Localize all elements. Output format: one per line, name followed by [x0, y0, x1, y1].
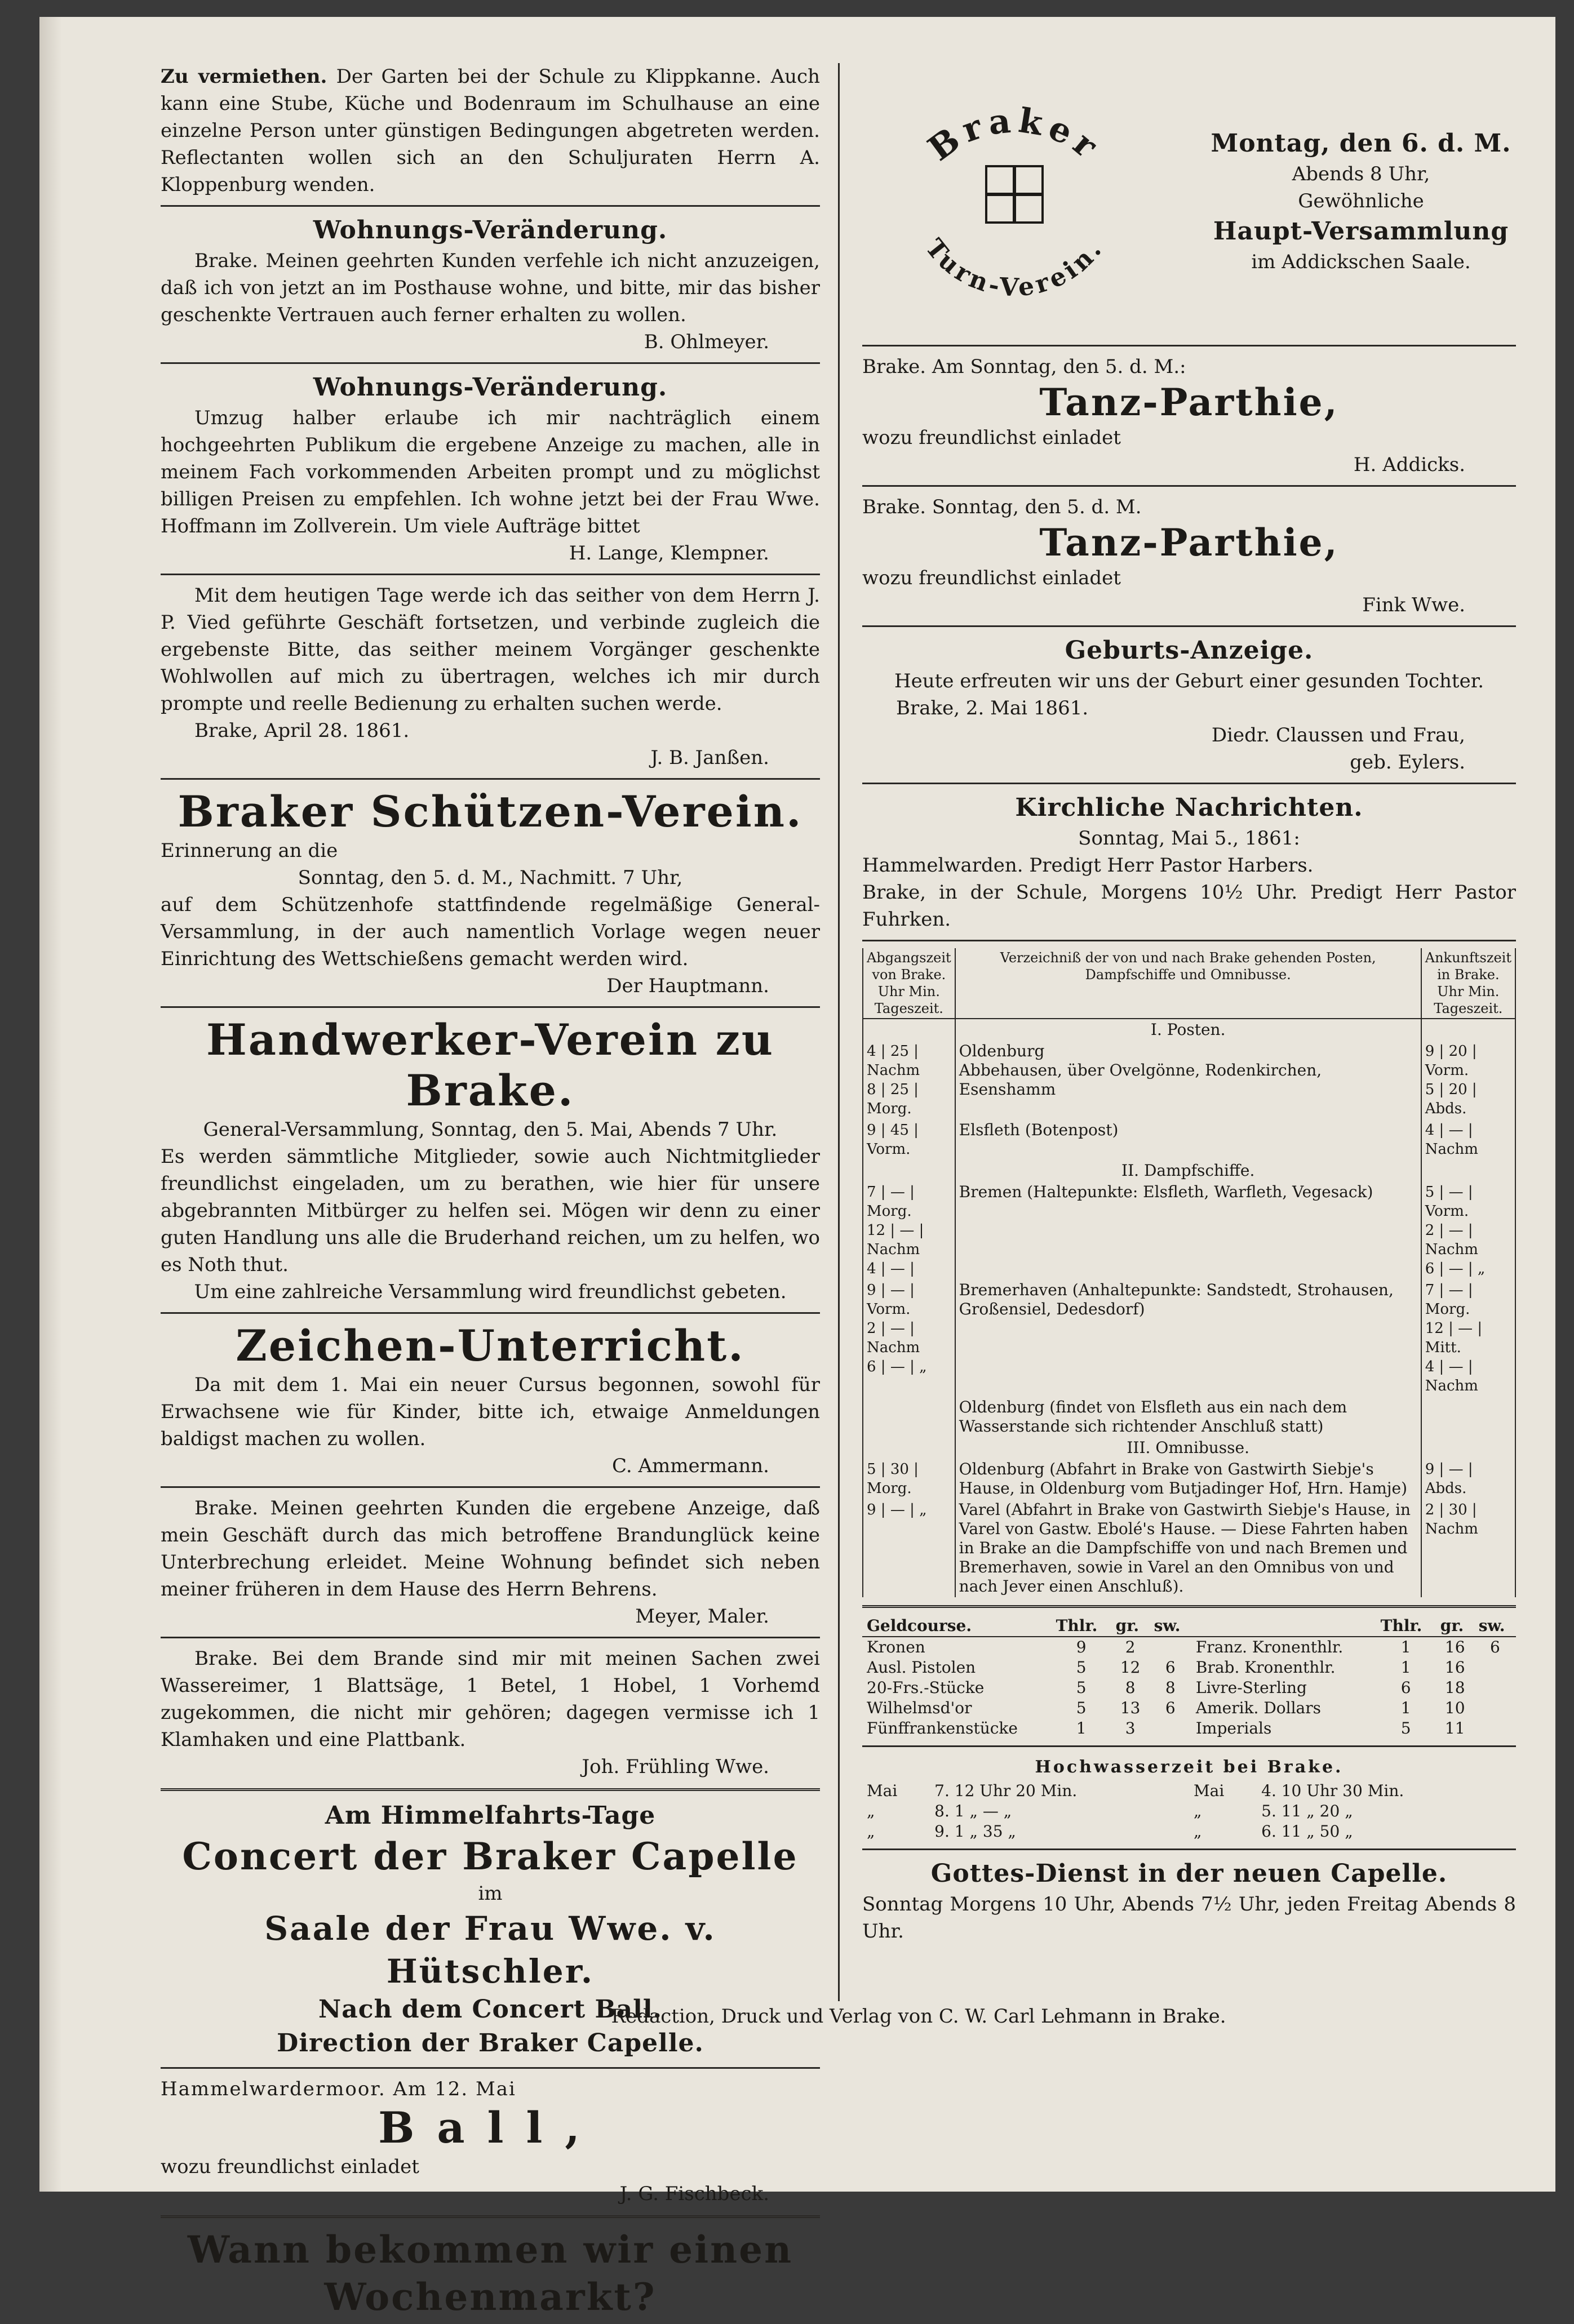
- ad-signature: Joh. Frühling Wwe.: [582, 1756, 769, 1778]
- geldcourse-header: [862, 1616, 1516, 1637]
- ad-title: Wohnungs-Veränderung.: [313, 373, 668, 402]
- notice-title: Montag, den 6. d. M.: [1211, 129, 1511, 158]
- schedule-cell-dep: [863, 1019, 955, 1041]
- geldcourse-cell: 18: [1444, 1678, 1465, 1697]
- notice-line: im Addickschen Saale.: [1251, 251, 1471, 273]
- divider: [161, 2067, 820, 2069]
- geldcourse-cell: 12: [1120, 1658, 1141, 1677]
- ad-line: Direction der Braker Capelle.: [277, 2029, 704, 2058]
- divider: [161, 205, 820, 207]
- page-edge-shadow: [39, 17, 62, 2192]
- geldcourse-header-cell: sw.: [1150, 1616, 1191, 1637]
- schedule-row: [863, 1019, 1515, 1041]
- schedule-row: [863, 1459, 1515, 1499]
- ad-text: Umzug halber erlaube ich mir nachträglich einem hochgeehrten Publikum die ergebene Anzeige zu machen, alle in meinem Fach vorkommenden Arbeiten prompt und zu möglichst billigen Preisen zu empfehlen. Ich wohne jetzt bei der Frau Wwe. Hoffmann im Zollverein. Um viele Aufträge bittet: [161, 407, 820, 537]
- geldcourse-header-cell: gr.: [1111, 1616, 1150, 1637]
- schedule-cell-dep: [863, 1397, 955, 1437]
- ad-title: Zu vermiethen.: [161, 65, 327, 88]
- geldcourse-header-cell: Thlr.: [1376, 1616, 1436, 1637]
- schedule-cell-mid: Bremerhaven (Anhaltepunkte: Sandstedt, Strohausen, Großensiel, Dedesdorf): [955, 1279, 1421, 1397]
- ad-signature: H. Lange, Klempner.: [569, 542, 769, 565]
- geldcourse-cell: 1: [1400, 1699, 1411, 1717]
- ad-line: Brake. Am Sonntag, den 5. d. M.:: [862, 356, 1186, 378]
- ad-signature: Fink Wwe.: [1362, 594, 1465, 616]
- geldcourse-cell: 5: [1076, 1699, 1087, 1717]
- hochwasser-cell: „: [867, 1802, 875, 1820]
- schedule-header-route: Verzeichniß der von und nach Brake gehenden Posten, Dampfschiffe und Omnibusse.: [955, 948, 1421, 1019]
- schedule-cell-arr: [1421, 1019, 1515, 1041]
- schedule-cell-arr: 7 | — | Morg. 12 | — | Mitt. 4 | — | Nachm: [1421, 1279, 1515, 1397]
- geldcourse-cell: [1474, 1718, 1516, 1739]
- ad-text: Sonntag Morgens 10 Uhr, Abends 7½ Uhr, jeden Freitag Abends 8 Uhr.: [862, 1893, 1516, 1943]
- ad-signature: Diedr. Claussen und Frau,: [1211, 724, 1465, 746]
- hochwasser-cell: 5. 11 „ 20 „: [1261, 1802, 1353, 1820]
- ad-line: Heute erfreuten wir uns der Geburt einer gesunden Tochter.: [894, 670, 1484, 692]
- emblem-arc-bottom: Turn-Verein.: [919, 233, 1110, 303]
- divider: [161, 2215, 820, 2218]
- ad-text: Brake. Bei dem Brande sind mir mit meinen Sachen zwei Wassereimer, 1 Blattsäge, 1 Betel, 1 Hobel, 1 Vorhemd zugekommen, die nicht mir gehören; dagegen vermisse ich 1 Klamhaken und eine Plattbank.: [161, 1647, 820, 1751]
- ad-signature: Meyer, Maler.: [635, 1605, 769, 1628]
- geldcourse-table: [862, 1616, 1516, 1739]
- geldcourse-row: [862, 1658, 1516, 1678]
- schedule-cell-arr: 4 | — | Nachm: [1421, 1119, 1515, 1160]
- hochwasser-row: [862, 1781, 1516, 1801]
- geldcourse-cell: 3: [1125, 1719, 1136, 1738]
- ad-line: Hammelwarden. Predigt Herr Pastor Harbers.: [862, 854, 1314, 877]
- schedule-cell-dep: 9 | 45 | Vorm.: [863, 1119, 955, 1160]
- ad-ball: [161, 2076, 820, 2207]
- ad-date: Brake, April 28. 1861.: [194, 719, 410, 742]
- geldcourse-header-cell: Geldcourse.: [862, 1616, 1052, 1637]
- schedule-cell-arr: 5 | — | Vorm. 2 | — | Nachm 6 | — | „: [1421, 1181, 1515, 1279]
- geldcourse-cell: 16: [1444, 1658, 1465, 1677]
- hochwasser-title: Hochwasserzeit bei Brake.: [1035, 1757, 1344, 1777]
- ad-klippkanne: [161, 63, 820, 198]
- geldcourse-cell: Brab. Kronenthlr.: [1195, 1658, 1336, 1677]
- geldcourse-row: [862, 1718, 1516, 1739]
- geldcourse-cell: 11: [1444, 1719, 1465, 1738]
- geldcourse-header-cell: gr.: [1436, 1616, 1474, 1637]
- right-column: [862, 338, 1516, 1948]
- geldcourse-cell: 1: [1400, 1658, 1411, 1677]
- schedule-cell-arr: [1421, 1397, 1515, 1437]
- ad-line: Brake. Sonntag, den 5. d. M.: [862, 496, 1142, 518]
- schedule-row: [863, 1181, 1515, 1279]
- turnverein-emblem: [885, 104, 1144, 313]
- notice-line: Haupt-Versammlung: [1213, 217, 1509, 246]
- notice-line: Gewöhnliche: [1298, 190, 1424, 212]
- ad-tanz-fink: [862, 494, 1516, 619]
- schedule-row: [863, 1279, 1515, 1397]
- schedule-cell-dep: 5 | 30 | Morg.: [863, 1459, 955, 1499]
- schedule-cell-dep: 7 | — | Morg. 12 | — | Nachm 4 | — |: [863, 1181, 955, 1279]
- ad-title: Ball,: [378, 2103, 602, 2153]
- ad-line: Brake, in der Schule, Morgens 10½ Uhr. Predigt Herr Pastor Fuhrken.: [862, 881, 1516, 931]
- divider: [161, 1788, 820, 1791]
- ad-line: Um eine zahlreiche Versammlung wird freundlichst gebeten.: [194, 1281, 787, 1303]
- divider: [161, 1006, 820, 1008]
- column-divider: [838, 63, 840, 2001]
- ad-signature: B. Ohlmeyer.: [644, 331, 769, 353]
- hochwasser-block: [862, 1754, 1516, 1842]
- ad-title: Handwerker-Verein zu Brake.: [206, 1015, 775, 1116]
- schedule-cell-mid: II. Dampfschiffe.: [955, 1160, 1421, 1181]
- hochwasser-row: [862, 1821, 1516, 1842]
- schedule-cell-mid: Bremen (Haltepunkte: Elsfleth, Warfleth, Vegesack): [955, 1181, 1421, 1279]
- geldcourse-body: [862, 1637, 1516, 1739]
- ad-geburts-anzeige: [862, 634, 1516, 776]
- divider: [161, 362, 820, 364]
- ad-line: Am Himmelfahrts-Tage: [325, 1801, 656, 1830]
- ad-signature: Der Hauptmann.: [606, 975, 769, 997]
- ad-line: wozu freundlichst einladet: [862, 426, 1121, 449]
- geldcourse-cell: Fünffrankenstücke: [867, 1719, 1018, 1738]
- ad-line: Sonntag, Mai 5., 1861:: [1078, 827, 1300, 850]
- divider: [862, 625, 1516, 627]
- ad-title: Tanz-Parthie,: [1039, 380, 1339, 424]
- geldcourse-cell: 8: [1125, 1678, 1136, 1697]
- ad-wochenmarkt: [161, 2226, 820, 2321]
- schedule-cell-mid: Oldenburg (Abfahrt in Brake von Gastwirth Siebje's Hause, in Oldenburg vom Butjadinger Hof, Hrn. Hamje): [955, 1459, 1421, 1499]
- geldcourse-header-cell: sw.: [1474, 1616, 1516, 1637]
- divider: [862, 1745, 1516, 1747]
- geldcourse-cell: Amerik. Dollars: [1195, 1699, 1321, 1717]
- schedule-cell-dep: [863, 1437, 955, 1459]
- divider: [161, 1637, 820, 1638]
- ad-kirchliche-nachrichten: [862, 791, 1516, 933]
- geldcourse-cell: 13: [1120, 1699, 1141, 1717]
- geldcourse-cell: 6: [1400, 1678, 1411, 1697]
- schedule-cell-mid: Oldenburg Abbehausen, über Ovelgönne, Rodenkirchen, Esenshamm: [955, 1041, 1421, 1119]
- ad-line: Hammelwardermoor. Am 12. Mai: [161, 2078, 516, 2100]
- geldcourse-cell: 5: [1076, 1658, 1087, 1677]
- hochwasser-cell: Mai: [1193, 1781, 1225, 1800]
- schedule-row: [863, 1499, 1515, 1597]
- schedule-cell-mid: Elsfleth (Botenpost): [955, 1119, 1421, 1160]
- geldcourse-cell: 16: [1444, 1638, 1465, 1656]
- schedule-row: [863, 1119, 1515, 1160]
- ad-title: Kirchliche Nachrichten.: [1015, 793, 1363, 822]
- ad-line: Sonntag, den 5. d. M., Nachmitt. 7 Uhr,: [298, 866, 683, 889]
- ad-line: im: [478, 1882, 503, 1905]
- imprint-footer: Redaction, Druck und Verlag von C. W. Carl Lehmann in Brake.: [611, 2005, 1226, 2028]
- geldcourse-cell: 10: [1444, 1699, 1465, 1717]
- ad-text: Der Garten bei der Schule zu Klippkanne. Auch kann eine Stube, Küche und Bodenraum im Schulhause an eine einzelne Person unter günstigen Bedingungen abgetreten werden. Reflectanten wollen sich an den Schuljuraten Herrn A. Kloppenburg wenden.: [161, 65, 820, 196]
- geldcourse-cell: 6: [1489, 1638, 1500, 1656]
- divider: [161, 1312, 820, 1314]
- schedule-body: [863, 1019, 1515, 1597]
- divider: [862, 1605, 1516, 1608]
- ad-janssen: [161, 582, 820, 771]
- divider: [161, 574, 820, 575]
- geldcourse-header-cell: [1191, 1616, 1376, 1637]
- ad-text: Mit dem heutigen Tage werde ich das seither von dem Herrn J. P. Vied geführte Geschäft fortsetzen, und verbinde zugleich die ergebenste Bitte, das seither meinem Vorgänger geschenkte Wohlwollen auf mich zu übertragen, welches ich mir durch prompte und reelle Bedienung zu erhalten suchen werde.: [161, 584, 820, 715]
- ad-signature: geb. Eylers.: [1350, 751, 1465, 774]
- geldcourse-cell: 9: [1076, 1638, 1087, 1656]
- ad-title: Geburts-Anzeige.: [1065, 636, 1314, 665]
- divider: [161, 778, 820, 780]
- geldcourse-cell: 5: [1400, 1719, 1411, 1738]
- ad-fruehling: [161, 1645, 820, 1780]
- ad-line: Brake, 2. Mai 1861.: [896, 697, 1089, 719]
- schedule-cell-arr: 9 | — | Abds.: [1421, 1459, 1515, 1499]
- schedule-cell-arr: [1421, 1437, 1515, 1459]
- ad-gottesdienst: [862, 1857, 1516, 1945]
- hochwasser-cell: Mai: [867, 1781, 898, 1800]
- ad-text: auf dem Schützenhofe stattfindende regelmäßige General-Versammlung, in der auch namentlich Vorlage wegen neuer Einrichtung des Wettschießens gemacht werden wird.: [161, 894, 820, 970]
- divider: [862, 485, 1516, 487]
- geldcourse-row: [862, 1637, 1516, 1658]
- ad-schuetzen-verein: [161, 786, 820, 999]
- ad-signature: J. G. Fischbeck.: [619, 2183, 769, 2205]
- ad-line: wozu freundlichst einladet: [161, 2156, 419, 2178]
- ad-text: Da mit dem 1. Mai ein neuer Cursus begonnen, sowohl für Erwachsene wie für Kinder, bitte ich, etwaige Anmeldungen baldigst machen zu wollen.: [161, 1374, 820, 1450]
- left-column: [161, 63, 820, 2324]
- hochwasser-table: [862, 1781, 1516, 1842]
- ad-signature: J. B. Janßen.: [650, 746, 769, 769]
- ad-line: Nach dem Concert Ball.: [318, 1995, 662, 2024]
- ad-line: Wochenmarkt?: [324, 2275, 657, 2319]
- svg-text:Braker: [921, 104, 1109, 169]
- ad-title: Tanz-Parthie,: [1039, 521, 1339, 565]
- geldcourse-cell: Imperials: [1195, 1719, 1272, 1738]
- ad-title: Concert der Braker Capelle: [182, 1834, 799, 1878]
- ad-ohlmeyer: [161, 214, 820, 356]
- schedule-cell-arr: 9 | 20 | Vorm. 5 | 20 | Abds.: [1421, 1041, 1515, 1119]
- monogram-icon: [986, 166, 1043, 223]
- schedule-row: [863, 1437, 1515, 1459]
- hochwasser-cell: 8. 1 „ — „: [934, 1802, 1012, 1820]
- geldcourse-cell: Wilhelmsd'or: [867, 1699, 972, 1717]
- ad-text: Brake. Meinen geehrten Kunden die ergebene Anzeige, daß mein Geschäft durch das mich betroffene Brandunglück keine Unterbrechung erleidet. Meine Wohnung befindet sich neben meiner früheren in dem Hause des Herrn Behrens.: [161, 1497, 820, 1601]
- schedule-row: [863, 1397, 1515, 1437]
- schedule-cell-mid: I. Posten.: [955, 1019, 1421, 1041]
- ad-zeichen-unterricht: [161, 1321, 820, 1479]
- geldcourse-cell: 6: [1165, 1658, 1176, 1677]
- hochwasser-cell: 6. 11 „ 50 „: [1261, 1822, 1353, 1841]
- ad-title: Wohnungs-Veränderung.: [313, 216, 668, 245]
- ad-line: wozu freundlichst einladet: [862, 567, 1121, 589]
- geldcourse-cell: Franz. Kronenthlr.: [1195, 1638, 1344, 1656]
- schedule-cell-dep: 9 | — | „: [863, 1499, 955, 1597]
- notice-line: Abends 8 Uhr,: [1292, 163, 1430, 185]
- ad-line: Erinnerung an die: [161, 839, 338, 862]
- schedule-row: [863, 1160, 1515, 1181]
- hochwasser-cell: 4. 10 Uhr 30 Min.: [1261, 1781, 1404, 1800]
- geldcourse-cell: [1474, 1678, 1516, 1698]
- geldcourse-cell: 20-Frs.-Stücke: [867, 1678, 985, 1697]
- hochwasser-cell: 7. 12 Uhr 20 Min.: [934, 1781, 1078, 1800]
- ad-title: Zeichen-Unterricht.: [236, 1321, 745, 1371]
- divider: [862, 1848, 1516, 1850]
- divider: [862, 783, 1516, 784]
- schedule-cell-arr: 2 | 30 | Nachm: [1421, 1499, 1515, 1597]
- emblem-arc-top: Braker: [921, 104, 1109, 170]
- geldcourse-row: [862, 1698, 1516, 1718]
- schedule-cell-dep: 9 | — | Vorm. 2 | — | Nachm 6 | — | „: [863, 1279, 955, 1397]
- ad-line: Saale der Frau Wwe. v. Hütschler.: [264, 1909, 716, 1990]
- ad-signature: H. Addicks.: [1353, 454, 1465, 476]
- geldcourse-cell: [1150, 1637, 1191, 1658]
- turnverein-notice: [1206, 127, 1516, 275]
- ad-text: Es werden sämmtliche Mitglieder, sowie auch Nichtmitglieder freundlichst eingeladen, um zu berathen, wie hier für unsere abgebrannten Mitbürger zu helfen sei. Mögen wir denn zu einer guten Handlung uns alle die Bruderhand reichen, um zu helfen, wo es Noth thut.: [161, 1145, 820, 1276]
- geldcourse-cell: 1: [1076, 1719, 1087, 1738]
- hochwasser-row: [862, 1801, 1516, 1821]
- schedule-header-arrival: Ankunftszeit in Brake. Uhr Min. Tageszeit.: [1421, 948, 1515, 1019]
- ad-tanz-addicks: [862, 353, 1516, 478]
- svg-text:Turn-Verein.: [920, 234, 1109, 303]
- geldcourse-cell: Ausl. Pistolen: [867, 1658, 976, 1677]
- hochwasser-cell: „: [1193, 1822, 1202, 1841]
- geldcourse-cell: 1: [1400, 1638, 1411, 1656]
- schedule-cell-mid: III. Omnibusse.: [955, 1437, 1421, 1459]
- schedule-cell-arr: [1421, 1160, 1515, 1181]
- geldcourse-row: [862, 1678, 1516, 1698]
- geldcourse-cell: 8: [1165, 1678, 1176, 1697]
- schedule-cell-dep: 4 | 25 | Nachm 8 | 25 | Morg.: [863, 1041, 955, 1119]
- ad-title: Braker Schützen-Verein.: [178, 786, 803, 837]
- geldcourse-cell: 2: [1125, 1638, 1136, 1656]
- schedule-cell-mid: Varel (Abfahrt in Brake von Gastwirth Siebje's Hause, in Varel von Gastw. Ebolé's Hause. — Diese Fahrten haben in Brake an die Dampfschiffe von und nach Bremen und Bremerhaven, sowie in Varel an den Omnibus von und nach Jever einen Anschluß).: [955, 1499, 1421, 1597]
- geldcourse-cell: [1474, 1698, 1516, 1718]
- geldcourse-cell: [1474, 1658, 1516, 1678]
- geldcourse-cell: Livre-Sterling: [1195, 1678, 1307, 1697]
- geldcourse-cell: 5: [1076, 1678, 1087, 1697]
- ad-text: Brake. Meinen geehrten Kunden verfehle ich nicht anzuzeigen, daß ich von jetzt an im Posthause wohne, und bitte, mir das bisher geschenkte Vertrauen auch ferner erhalten zu wollen.: [161, 250, 820, 326]
- divider: [161, 1486, 820, 1488]
- ad-meyer: [161, 1495, 820, 1630]
- ad-line: General-Versammlung, Sonntag, den 5. Mai, Abends 7 Uhr.: [203, 1118, 778, 1141]
- ad-lange: [161, 371, 820, 567]
- hochwasser-cell: „: [1193, 1802, 1202, 1820]
- ad-line: Wann bekommen wir einen: [187, 2228, 793, 2272]
- schedule-cell-dep: [863, 1160, 955, 1181]
- divider: [862, 940, 1516, 941]
- divider: [862, 345, 1516, 346]
- geldcourse-cell: [1150, 1718, 1191, 1739]
- ad-signature: C. Ammermann.: [612, 1455, 769, 1477]
- schedule-header-departure: Abgangszeit von Brake. Uhr Min. Tageszeit.: [863, 948, 955, 1019]
- geldcourse-cell: 6: [1165, 1699, 1176, 1717]
- ad-handwerker-verein: [161, 1015, 820, 1305]
- hochwasser-cell: „: [867, 1822, 875, 1841]
- geldcourse-header-cell: Thlr.: [1052, 1616, 1111, 1637]
- transport-schedule-table: [862, 948, 1516, 1597]
- hochwasser-cell: 9. 1 „ 35 „: [934, 1822, 1016, 1841]
- geldcourse-cell: Kronen: [867, 1638, 925, 1656]
- schedule-cell-mid: Oldenburg (findet von Elsfleth aus ein nach dem Wasserstande sich richtender Anschluß statt): [955, 1397, 1421, 1437]
- schedule-row: [863, 1041, 1515, 1119]
- ad-title: Gottes-Dienst in der neuen Capelle.: [930, 1859, 1448, 1888]
